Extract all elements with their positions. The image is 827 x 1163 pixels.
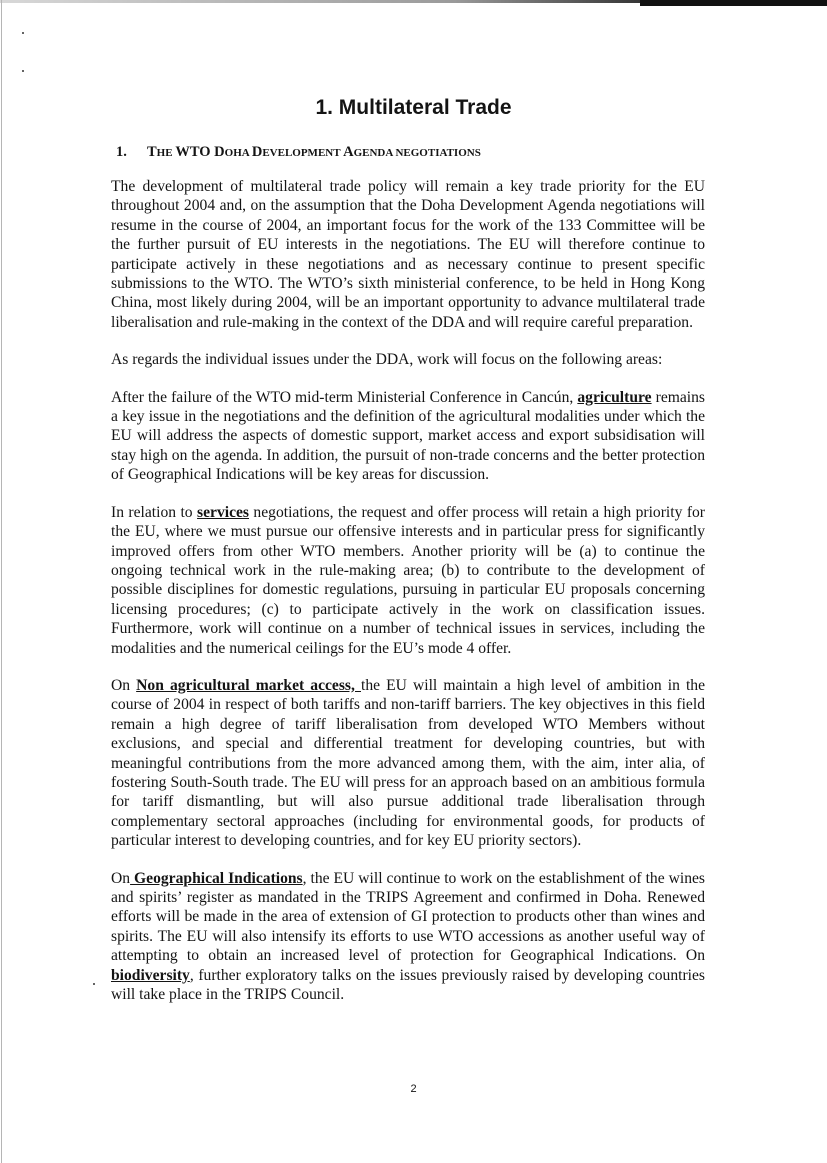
paragraph	[111, 177, 705, 332]
paragraph	[111, 676, 705, 851]
section-title	[147, 144, 481, 160]
keyword-emphasis: Non agricultural market access,	[136, 676, 361, 694]
document-body	[111, 177, 705, 1022]
section-title-part: D	[214, 144, 225, 160]
scan-speck	[93, 983, 95, 985]
keyword-emphasis: biodiversity	[111, 966, 190, 984]
keyword-emphasis: agriculture	[577, 388, 652, 406]
section-title-part: HE	[156, 147, 176, 159]
paragraph-text: remains a key issue in the negotiations and the definition of the agricultural modalities under which the EU will address the aspects of domestic support, market access and export subsidisation will stay high on the agenda. In addition, the pursuit of non-trade concerns and the better protection of Geographical Indications will be key areas for discussion.	[111, 388, 705, 484]
paragraph	[111, 350, 705, 369]
section-heading	[116, 144, 481, 161]
top-edge-shadow-dark	[640, 0, 827, 6]
paragraph-text: In relation to	[111, 503, 198, 521]
paragraph	[111, 869, 705, 1005]
section-title-part: OHA	[224, 147, 252, 159]
scan-speck	[22, 70, 24, 72]
keyword-emphasis: services	[197, 503, 249, 521]
paragraph-text: , further exploratory talks on the issues previously raised by developing countries will take place in the TRIPS Council.	[111, 966, 705, 1004]
paragraph	[111, 503, 705, 658]
section-title-part: T	[147, 144, 157, 160]
section-title-part: EVELOPMENT	[262, 147, 344, 159]
paragraph-text: On	[111, 676, 137, 694]
paragraph-text: As regards the individual issues under the DDA, work will focus on the following areas:	[111, 351, 663, 369]
left-edge-line	[1, 0, 2, 1163]
page-title: 1. Multilateral Trade	[315, 96, 512, 119]
paragraph-text: After the failure of the WTO mid-term Ministerial Conference in Cancún,	[111, 388, 578, 406]
paragraph-text: negotiations, the request and offer process will retain a high priority for the EU, where we must pursue our offensive interests and in particular press for significantly improved offers from other WTO members. Another priority will be (a) to continue the ongoing technical work in the rule-making area; (b) to contribute to the development of possible disciplines for domestic regulations, pursuing in particular EU proposals concerning licensing procedures; (c) to participate actively in the work on classification issues. Furthermore, work will continue on a number of technical issues in services, including the modalities and the numerical ceilings for the EU’s mode 4 offer.	[111, 503, 705, 657]
paragraph-text: the EU will maintain a high level of ambition in the course of 2004 in respect of both tariffs and non-tariff barriers. The key objectives in this field remain a high degree of tariff liberalisation from developed WTO Members without exclusions, and special and differential treatment for developing countries, but with meaningful contributions from the more advanced among them, with the aim, inter alia, of fostering South-South trade. The EU will press for an approach based on an ambitious formula for tariff dismantling, but will also pursue additional trade liberalisation through complementary sectoral approaches (including for environmental goods, for products of particular interest to developing countries, and for key EU priority sectors).	[111, 676, 705, 850]
section-title-part: GENDA NEGOTIATIONS	[353, 147, 481, 159]
section-title-part: WTO	[175, 144, 215, 160]
paragraph-text: On	[111, 869, 131, 887]
paragraph-text: , the EU will continue to work on the establishment of the wines and spirits’ register as mandated in the TRIPS Agreement and confirmed in Doha. Renewed efforts will be made in the area of extension of GI protection to products other than wines and spirits. The EU will also intensify its efforts to use WTO accessions as another useful way of attempting to obtain an increased level of protection for Geographical Indications. On	[111, 869, 706, 965]
section-title-part: D	[251, 144, 263, 160]
keyword-emphasis: Geographical Indications	[130, 869, 303, 887]
scan-speck	[22, 32, 24, 34]
paragraph	[111, 388, 705, 485]
paragraph-text: The development of multilateral trade policy will remain a key trade priority for the EU throughout 2004 and, on the assumption that the Doha Development Agenda negotiations will resume in the course of 2004, an important focus for the work of the 133 Committee will be the further pursuit of EU interests in the negotiations. The EU will therefore continue to participate actively in these negotiations and as necessary continue to present specific submissions to the WTO. The WTO’s sixth ministerial conference, to be held in Hong Kong China, most likely during 2004, will be an important opportunity to advance multilateral trade liberalisation and rule-making in the context of the DDA and will require careful preparation.	[111, 178, 705, 331]
page-number: 2	[410, 1083, 417, 1095]
section-title-part: A	[343, 144, 354, 160]
section-number: 1.	[116, 144, 127, 160]
